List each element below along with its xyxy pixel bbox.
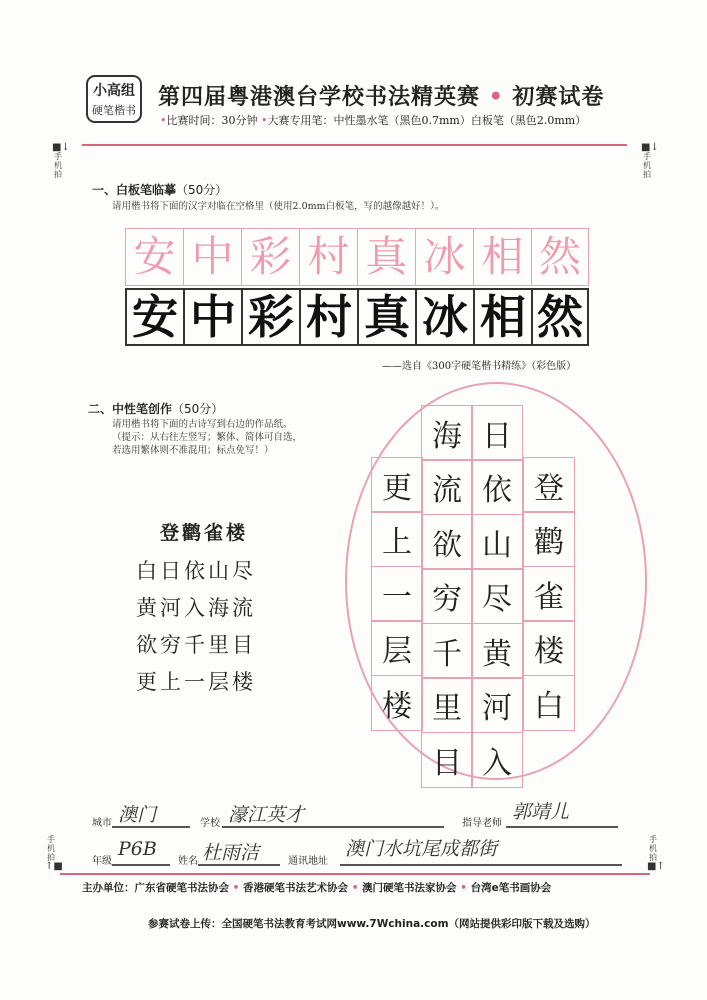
group-badge	[86, 75, 142, 123]
organizer: 广东省硬笔书法协会	[134, 882, 229, 894]
organizer: 台湾e笔书画协会	[470, 882, 552, 894]
poem-line: 欲穷千里目	[136, 633, 256, 657]
badge-group-label: 小高组	[93, 83, 135, 99]
instruction-line: 若选用繁体则不准混用；标点免写！）	[112, 445, 274, 456]
section2-title: 二、中性笔创作	[88, 402, 173, 416]
side-label-bottom-right	[647, 835, 665, 872]
exam-time: 比赛时间：30分钟	[166, 114, 258, 127]
grid-cell[interactable]: 层	[371, 620, 423, 676]
copy-character-row	[125, 288, 589, 346]
page-title	[158, 80, 604, 111]
side-label-text: 手机拍	[54, 152, 62, 179]
city-label: 城市	[92, 818, 112, 829]
bullet-icon: •	[460, 882, 467, 894]
camera-icon: ↑■	[45, 861, 63, 872]
grade-underline	[112, 864, 170, 866]
grid-cell[interactable]: 登	[523, 457, 575, 513]
grid-cell[interactable]: 上	[371, 511, 423, 567]
grade-label: 年级	[92, 856, 112, 867]
teacher-underline	[506, 826, 618, 828]
model-char-cell: 相	[473, 228, 531, 286]
grid-cell[interactable]: 目	[421, 732, 473, 788]
address-label: 通讯地址	[288, 856, 328, 867]
poem-line: 更上一层楼	[136, 670, 256, 694]
model-char-cell: 村	[299, 228, 357, 286]
side-label-text: 手机拍	[47, 835, 55, 862]
name-label: 姓名	[178, 856, 198, 867]
grid-column-4	[371, 458, 423, 731]
grid-cell[interactable]: 穷	[421, 568, 473, 624]
organizer: 澳门硬笔书法家协会	[362, 882, 457, 894]
badge-style-label: 硬笔楷书	[92, 104, 136, 117]
copy-char-cell[interactable]: 村	[299, 288, 357, 346]
grid-cell[interactable]: 楼	[523, 620, 575, 676]
copy-char-cell[interactable]: 彩	[241, 288, 299, 346]
grid-column-3	[421, 406, 473, 788]
school-underline	[222, 826, 444, 828]
exam-pens: 大赛专用笔：中性墨水笔（黑色0.7mm）白板笔（黑色2.0mm）	[267, 114, 587, 127]
grid-cell[interactable]: 山	[471, 514, 523, 570]
side-label-top-right	[641, 142, 659, 179]
bullet-icon: •	[160, 114, 167, 127]
grid-cell[interactable]: 海	[421, 405, 473, 461]
model-char-cell: 彩	[241, 228, 299, 286]
poem-line: 白日依山尽	[136, 559, 256, 583]
grid-cell[interactable]: 欲	[421, 514, 473, 570]
source-citation: ——选自《300字硬笔楷书精练》（彩色版）	[382, 361, 577, 372]
grid-cell[interactable]: 河	[471, 677, 523, 733]
poem-text	[136, 553, 256, 701]
title-separator: •	[488, 84, 504, 110]
bullet-icon: •	[232, 882, 240, 894]
grid-cell[interactable]: 千	[421, 623, 473, 679]
school-label: 学校	[200, 818, 220, 829]
grid-cell[interactable]: 里	[421, 677, 473, 733]
section1-heading	[92, 181, 227, 198]
section2-score: （50分）	[172, 402, 224, 416]
footer-divider	[60, 873, 650, 875]
organizer: 香港硬笔书法艺术协会	[243, 882, 349, 894]
camera-icon: ■↓	[52, 142, 70, 153]
section2-instruction	[112, 418, 302, 457]
address-underline	[340, 864, 622, 866]
instruction-line: （提示：从右往左竖写；繁体、简体可自选，	[112, 432, 303, 443]
poem-line: 黄河入海流	[136, 596, 256, 620]
grid-cell[interactable]: 更	[371, 457, 423, 513]
grid-column-1	[523, 458, 575, 731]
copy-char-cell[interactable]: 安	[125, 288, 183, 346]
poem-title: 登鹳雀楼	[160, 522, 249, 544]
section1-score: （50分）	[176, 183, 228, 197]
grid-cell[interactable]: 入	[471, 732, 523, 788]
school-value[interactable]: 濠江英才	[228, 804, 305, 826]
model-char-cell: 中	[183, 228, 241, 286]
section1-instruction: 请用楷书将下面的汉字对临在空格里（使用2.0mm白板笔，写的越像越好！）。	[112, 201, 445, 212]
copy-char-cell[interactable]: 相	[473, 288, 531, 346]
section2-heading	[88, 400, 223, 417]
grid-cell[interactable]: 依	[471, 459, 523, 515]
grid-cell[interactable]: 日	[471, 405, 523, 461]
side-label-bottom-left	[45, 835, 63, 872]
grade-value[interactable]: P6B	[118, 838, 157, 860]
copy-char-cell[interactable]: 冰	[415, 288, 473, 346]
copy-char-cell[interactable]: 真	[357, 288, 415, 346]
grid-column-2	[471, 406, 523, 788]
bullet-icon: •	[351, 882, 359, 894]
title-suffix: 初赛试卷	[512, 84, 605, 110]
grid-cell[interactable]: 鹳	[523, 511, 575, 567]
copy-char-cell[interactable]: 然	[531, 288, 589, 346]
grid-cell[interactable]: 流	[421, 459, 473, 515]
upload-note: 参赛试卷上传：全国硬笔书法教育考试网www.7Wchina.com（网站提供彩印版下载及选购）	[148, 918, 596, 930]
name-value[interactable]: 杜雨洁	[202, 842, 260, 864]
side-label-top-left	[52, 142, 70, 179]
copy-char-cell[interactable]: 中	[183, 288, 241, 346]
teacher-label: 指导老师	[462, 818, 502, 829]
organizers	[82, 880, 551, 895]
model-character-row	[125, 228, 589, 286]
model-char-cell: 然	[531, 228, 589, 286]
city-underline	[112, 826, 190, 828]
model-char-cell: 真	[357, 228, 415, 286]
grid-cell[interactable]: 一	[371, 566, 423, 622]
grid-cell[interactable]: 楼	[371, 675, 423, 731]
grid-cell[interactable]: 白	[523, 675, 575, 731]
model-char-cell: 冰	[415, 228, 473, 286]
grid-cell[interactable]: 雀	[523, 566, 575, 622]
title-main: 第四届粤港澳台学校书法精英赛	[158, 84, 481, 110]
exam-subtitle	[160, 112, 586, 128]
side-label-text: 手机拍	[649, 835, 657, 862]
model-char-cell: 安	[125, 228, 183, 286]
section1-title: 一、白板笔临摹	[92, 183, 177, 197]
camera-icon: ■↓	[641, 142, 659, 153]
grid-cell[interactable]: 尽	[471, 568, 523, 624]
camera-icon: ■↑	[647, 861, 665, 872]
city-value[interactable]: 澳门	[118, 804, 157, 826]
bullet-icon: •	[261, 114, 268, 127]
instruction-line: 请用楷书将下面的古诗写到右边的作品纸。	[112, 419, 293, 430]
header-divider	[82, 144, 627, 146]
side-label-text: 手机拍	[643, 152, 651, 179]
teacher-value[interactable]: 郭靖儿	[512, 801, 570, 823]
name-underline	[198, 864, 280, 866]
organizers-prefix: 主办单位：	[82, 882, 135, 894]
grid-cell[interactable]: 黄	[471, 623, 523, 679]
address-value[interactable]: 澳门水坑尾成都街	[345, 838, 498, 860]
